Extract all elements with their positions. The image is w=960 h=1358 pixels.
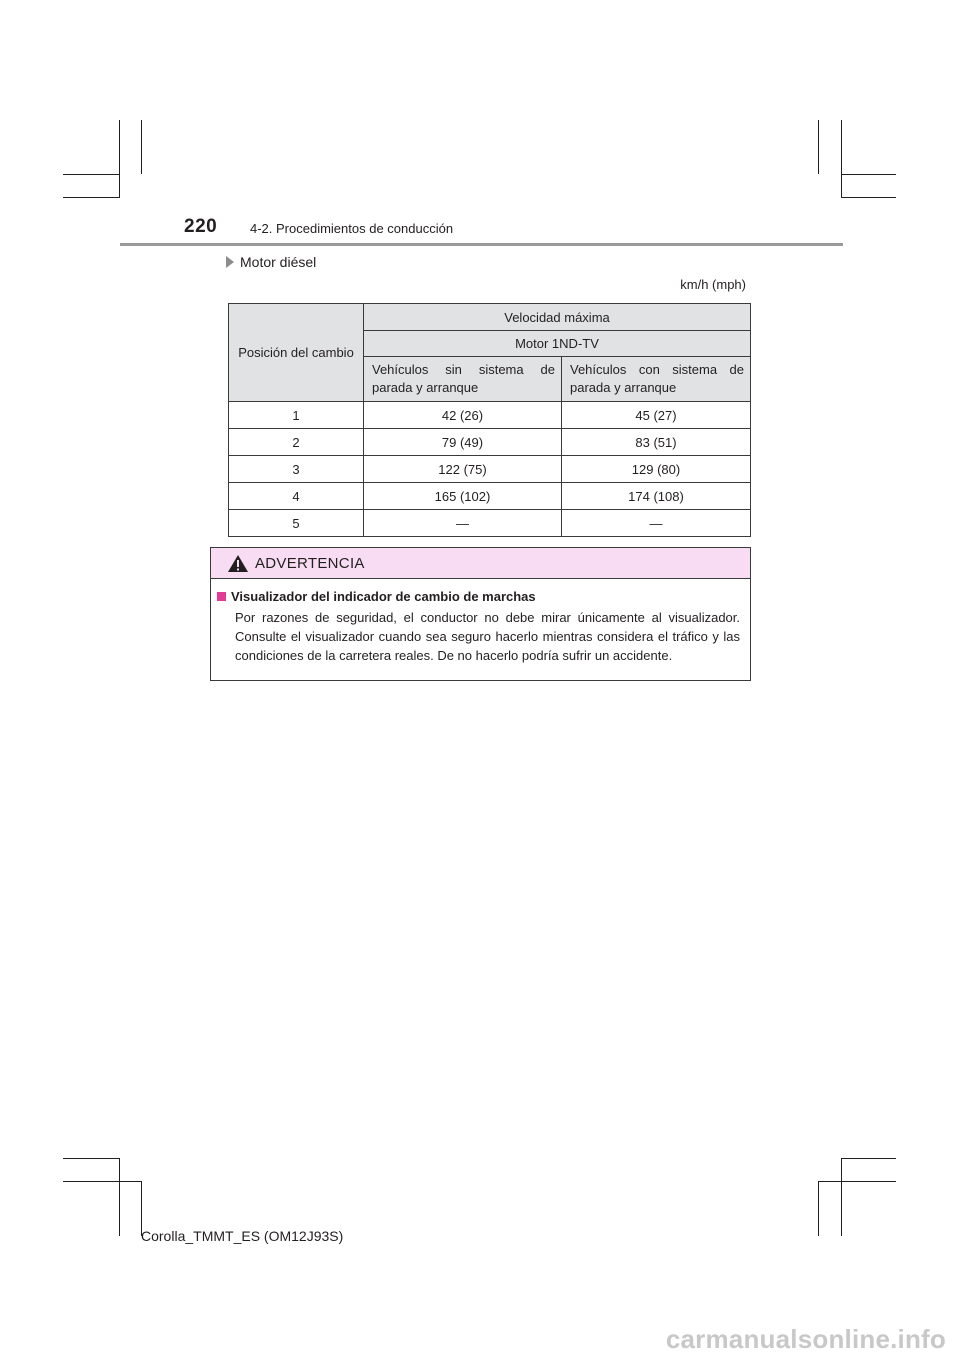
crop-mark [841,174,896,175]
crop-mark [841,1158,896,1159]
crop-mark [841,1158,842,1236]
crop-mark [841,197,896,198]
gear-cell: 2 [229,429,364,456]
table-header-without-stop-start: Vehículos sin sistema de parada y arranque [364,357,562,402]
header-rule [120,243,843,246]
crop-mark [63,1181,141,1182]
speed-with-cell: 129 (80) [562,456,751,483]
table-row [229,402,751,429]
speed-without-cell: 122 (75) [364,456,562,483]
speed-with-cell: — [562,510,751,537]
table-header-max-speed: Velocidad máxima [364,304,751,331]
gear-cell: 1 [229,402,364,429]
gear-cell: 3 [229,456,364,483]
warning-item-title [217,589,740,604]
speed-with-cell: 174 (108) [562,483,751,510]
table-row [229,510,751,537]
speed-with-cell: 45 (27) [562,402,751,429]
crop-mark [141,120,142,174]
subheading-text: Motor diésel [240,254,317,270]
crop-mark [818,1181,896,1182]
table-header-engine: Motor 1ND-TV [364,331,751,357]
square-bullet-icon [217,592,226,601]
page-number: 220 [184,216,218,237]
table-row [229,456,751,483]
speed-without-cell: — [364,510,562,537]
table-header-position: Posición del cambio [229,304,364,402]
subheading [226,254,316,270]
table-header-with-stop-start: Vehículos con sistema de parada y arranque [562,357,751,402]
gear-cell: 5 [229,510,364,537]
warning-item-title-text: Visualizador del indicador de cambio de marchas [231,589,536,604]
crop-mark [63,1158,119,1159]
warning-body [211,579,750,665]
crop-mark [841,120,842,198]
speed-without-cell: 165 (102) [364,483,562,510]
crop-mark [818,120,819,174]
max-speed-table [228,303,751,537]
watermark: carmanualsonline.info [665,1324,946,1354]
crop-mark [63,174,119,175]
speed-without-cell: 42 (26) [364,402,562,429]
crop-mark [119,120,120,198]
table-row [229,483,751,510]
crop-mark [818,1181,819,1236]
speed-without-cell: 79 (49) [364,429,562,456]
table-row [229,429,751,456]
section-title: 4-2. Procedimientos de conducción [250,221,454,236]
arrow-right-icon [226,256,234,268]
unit-label: km/h (mph) [680,277,746,292]
crop-mark [63,197,119,198]
warning-text: Por razones de seguridad, el conductor no debe mirar únicamente al visualizador. Consulte el visualizador cuando sea seguro hacerlo mientras considera el tráfico y las condiciones de la carretera reales. De no hacerlo podría sufrir un accidente. [235,610,740,663]
speed-with-cell: 83 (51) [562,429,751,456]
footer-label: Corolla_TMMT_ES (OM12J93S) [141,1228,344,1244]
warning-title: ADVERTENCIA [255,554,365,572]
crop-mark [119,1158,120,1236]
warning-header [211,548,750,579]
warning-triangle-icon [227,554,249,573]
gear-cell: 4 [229,483,364,510]
warning-box [210,547,751,681]
